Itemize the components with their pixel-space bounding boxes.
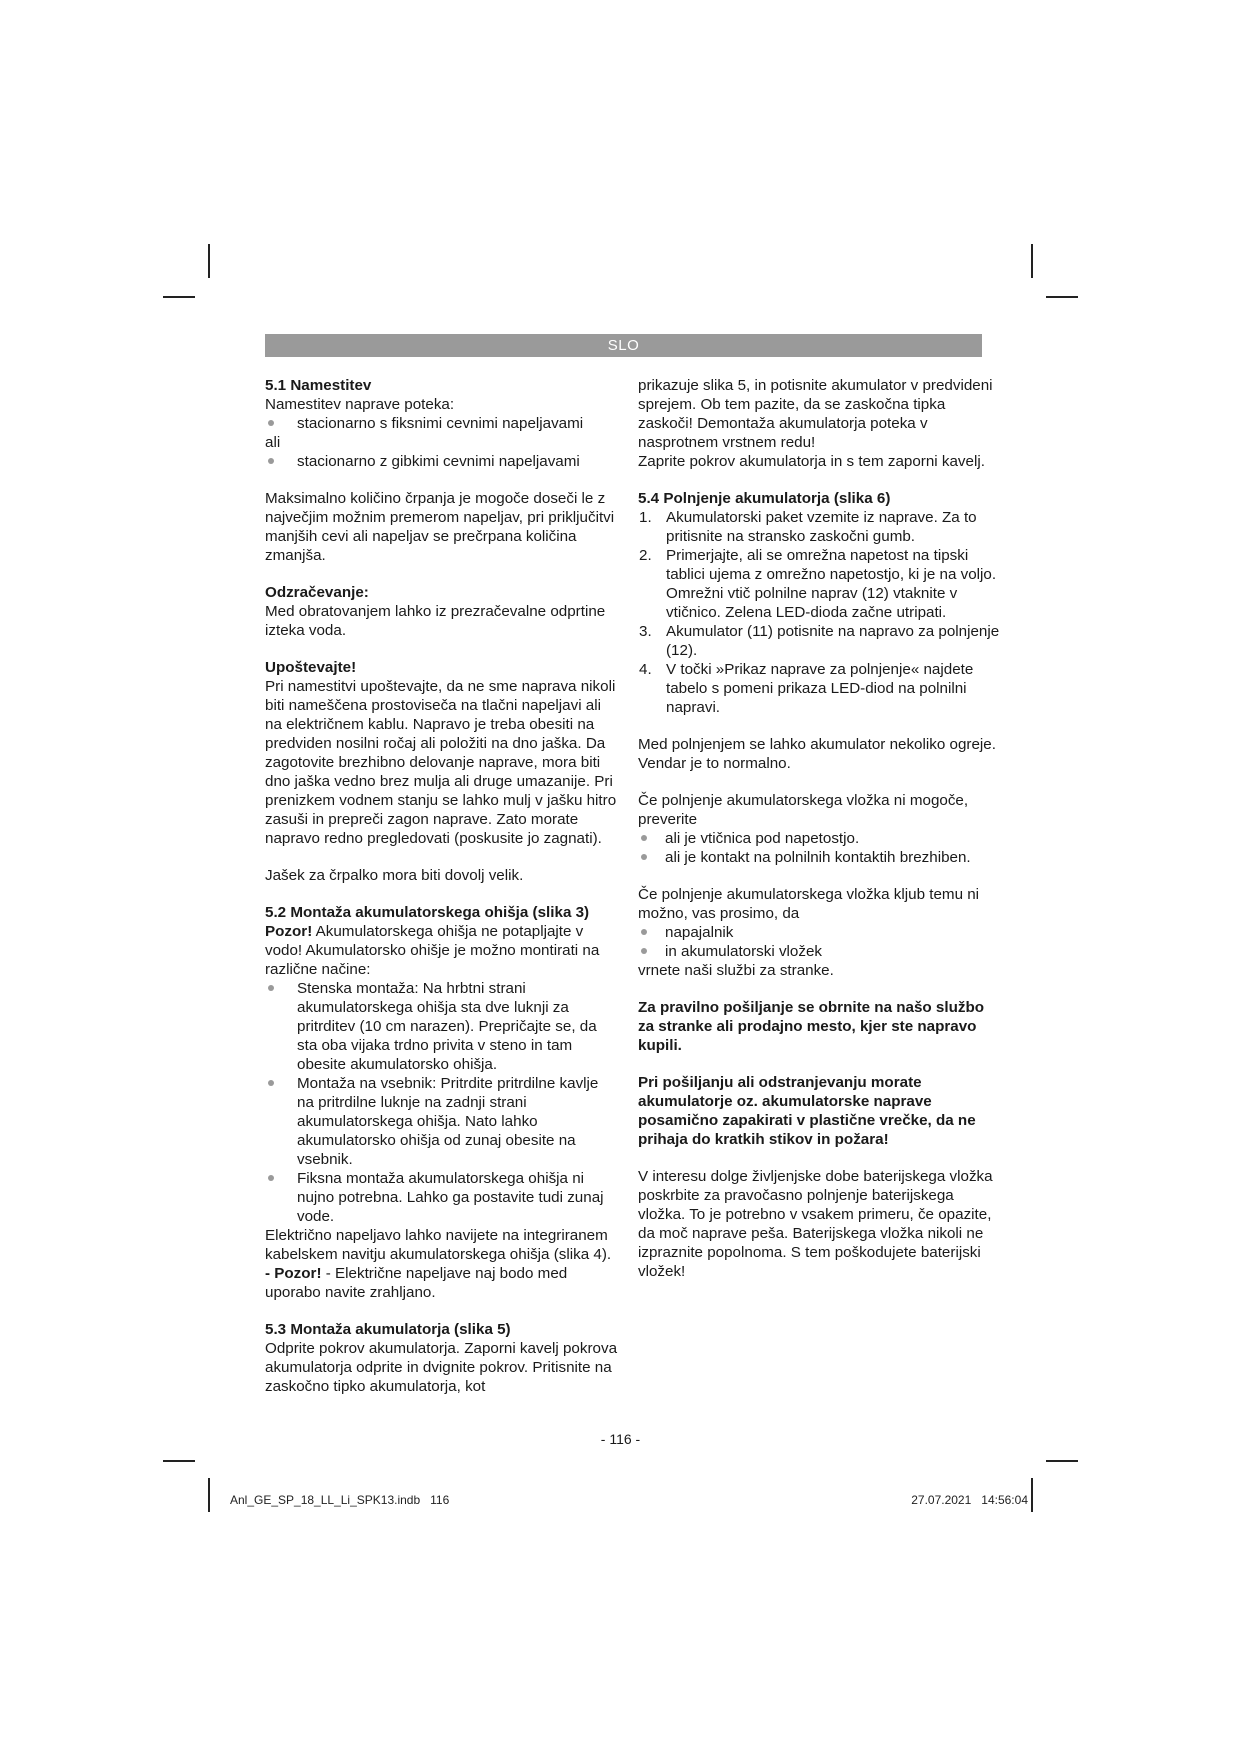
return-intro: Če polnjenje akumulatorskega vložka kljub temu ni možno, vas prosimo, da: [638, 886, 980, 922]
cable-winding-text: Električno napeljavo lahko navijete na integriranem kabelskem navitju akumulatorskega ohišja (slika 4).: [265, 1227, 612, 1263]
step-text: Akumulator (11) potisnite na napravo za polnjenje (12).: [666, 623, 1000, 659]
list-item: in akumulatorski vložek: [638, 942, 1000, 961]
section-5-3-text: Odprite pokrov akumulatorja. Zaporni kavelj pokrova akumulatorja odprite in dvignite pokrov. Pritisnite na zaskočno tipko akumulatorja, kot: [265, 1340, 618, 1395]
crop-mark-bottom-left-vertical: [208, 1478, 210, 1512]
list-item: stacionarno s fiksnimi cevnimi napeljavami: [265, 414, 617, 433]
battery-life-paragraph: V interesu dolge življenjske dobe baterijskega vložka poskrbite za pravočasno polnjenje baterijskega vložka. To je potrebno v vsakem primeru, če opazite, da moč naprave peša. Baterijskega vložka nikoli ne izpraznite popolnoma. S tem poškodujete baterijski vložek!: [638, 1168, 993, 1280]
return-end: vrnete naši službi za stranke.: [638, 962, 834, 979]
crop-mark-top-left-vertical: [208, 244, 210, 278]
list-item: [638, 622, 1000, 660]
step-text: Primerjajte, ali se omrežna napetost na tipski tablici ujema z omrežno napetostjo, ki je na voljo. Omrežni vtič polnilne naprav (12) vtaknite v vtičnico. Zelena LED-dioda začne utripati.: [666, 547, 997, 621]
section-5-1-intro: Namestitev naprave poteka:: [265, 396, 455, 413]
return-items-list: [638, 923, 1000, 961]
list-item: [638, 660, 1000, 717]
step-number: 3.: [639, 623, 652, 640]
section-5-2-title: 5.2 Montaža akumulatorskega ohišja (slika 3): [265, 904, 590, 921]
crop-mark-bottom-right-vertical: [1031, 1478, 1033, 1512]
list-item: napajalnik: [638, 923, 1000, 942]
section-5-2-warning: [265, 922, 617, 979]
list-item: ali je vtičnica pod napetostjo.: [638, 829, 1000, 848]
pumping-capacity-paragraph: Maksimalno količino črpanja je mogoče doseči le z največjim možnim premerom napeljav, pri priključitvi manjših cevi ali napeljav se prečrpana količina zmanjša.: [265, 490, 615, 564]
notice-title: Upoštevajte!: [265, 659, 357, 676]
charging-steps-list: [638, 508, 1000, 717]
mounting-options-list: [265, 979, 617, 1226]
section-5-3-continued: prikazuje slika 5, in potisnite akumulator v predvideni sprejem. Ob tem pazite, da se zaskočna tipka zaskoči! Demontaža akumulatorja poteka v nasprotnem vrstnem redu!: [638, 377, 993, 451]
installation-options-list-2: [265, 452, 617, 471]
right-column: [638, 376, 1000, 1281]
list-item: Montaža na vsebnik: Pritrdite pritrdilne kavlje na pritrdilne luknje na zadnji strani akumulatorskega ohišja. Nato lahko akumulatorsko ohišja od zunaj obesite na vsebnik.: [265, 1074, 617, 1169]
list-item: Fiksna montaža akumulatorskega ohišja ni nujno potrebna. Lahko ga postavite tudi zunaj vode.: [265, 1169, 617, 1226]
check-intro: Če polnjenje akumulatorskega vložka ni mogoče, preverite: [638, 792, 969, 828]
warning-label: Pozor!: [265, 923, 313, 940]
step-number: 1.: [639, 509, 652, 526]
list-item: [638, 508, 1000, 546]
list-item: stacionarno z gibkimi cevnimi napeljavami: [265, 452, 617, 471]
installation-options-list: [265, 414, 617, 433]
left-column: [265, 376, 617, 1396]
venting-title: Odzračevanje:: [265, 584, 369, 601]
section-5-3-title: 5.3 Montaža akumulatorja (slika 5): [265, 1321, 511, 1338]
section-5-1-title: 5.1 Namestitev: [265, 377, 372, 394]
step-text: V točki »Prikaz naprave za polnjenje« najdete tabelo s pomeni prikaza LED-diod na polnilni napravi.: [666, 661, 974, 716]
section-5-4-title: 5.4 Polnjenje akumulatorja (slika 6): [638, 490, 891, 507]
list-item: Stenska montaža: Na hrbtni strani akumulatorskega ohišja sta dve luknji za pritrditev (10 cm narazen). Prepričajte se, da sta oba vijaka trdno privita v steno in tam obesite akumulatorsko ohišja.: [265, 979, 617, 1074]
step-number: 4.: [639, 661, 652, 678]
disposal-warning: Pri pošiljanju ali odstranjevanju morate akumulatorje oz. akumulatorske naprave posamično zapakirati v plastične vrečke, da ne prihaja do kratkih stikov in požara!: [638, 1074, 976, 1148]
step-number: 2.: [639, 547, 652, 564]
shipping-notice: Za pravilno pošiljanje se obrnite na našo službo za stranke ali prodajno mesto, kjer ste napravo kupili.: [638, 999, 985, 1054]
crop-mark-top-right-horizontal: [1046, 296, 1078, 298]
list-item: ali je kontakt na polnilnih kontaktih brezhiben.: [638, 848, 1000, 867]
footer-file-name: Anl_GE_SP_18_LL_Li_SPK13.indb 116: [230, 1493, 450, 1507]
crop-mark-top-right-vertical: [1031, 244, 1033, 278]
crop-mark-top-left-horizontal: [163, 296, 195, 298]
crop-mark-bottom-right-horizontal: [1046, 1460, 1078, 1462]
check-list: [638, 829, 1000, 867]
section-5-3-close-cover: Zaprite pokrov akumulatorja in s tem zaporni kavelj.: [638, 453, 985, 470]
language-header-bar: SLO: [265, 334, 982, 357]
or-text: ali: [265, 434, 281, 451]
notice-text: Pri namestitvi upoštevajte, da ne sme naprava nikoli biti nameščena prostoviseča na tlačni napeljavi ali na električnem kablu. Napravo je treba obesiti na predviden nosilni ročaj ali položiti na dno jaška. Da zagotovite brezhibno delovanje naprave, mora biti dno jaška vedno brez mulja ali druge umazanije. Pri prenizkem vodnem stanju se lahko mulj v jašku hitro zasuši in prepreči zagon naprave. Zato morate napravo redno pregledovati (poskusite jo zagnati).: [265, 678, 617, 847]
venting-text: Med obratovanjem lahko iz prezračevalne odprtine izteka voda.: [265, 603, 606, 639]
shaft-size-text: Jašek za črpalko mora biti dovolj velik.: [265, 867, 524, 884]
list-item: [638, 546, 1000, 622]
cable-warning-label: - Pozor!: [265, 1265, 322, 1282]
page-number: - 116 -: [600, 1431, 641, 1447]
cable-warning-text: - Električne napeljave naj bodo med uporabo navite zrahljano.: [265, 1265, 568, 1301]
warning-text: Akumulatorskega ohišja ne potapljajte v vodo! Akumulatorsko ohišje je možno montirati na različne načine:: [265, 923, 600, 978]
footer-date: 27.07.2021 14:56:04: [911, 1493, 1028, 1507]
crop-mark-bottom-left-horizontal: [163, 1460, 195, 1462]
warming-note: Med polnjenjem se lahko akumulator nekoliko ogreje. Vendar je to normalno.: [638, 736, 996, 772]
step-text: Akumulatorski paket vzemite iz naprave. Za to pritisnite na stransko zaskočni gumb.: [666, 509, 977, 545]
cable-warning: [265, 1264, 617, 1302]
